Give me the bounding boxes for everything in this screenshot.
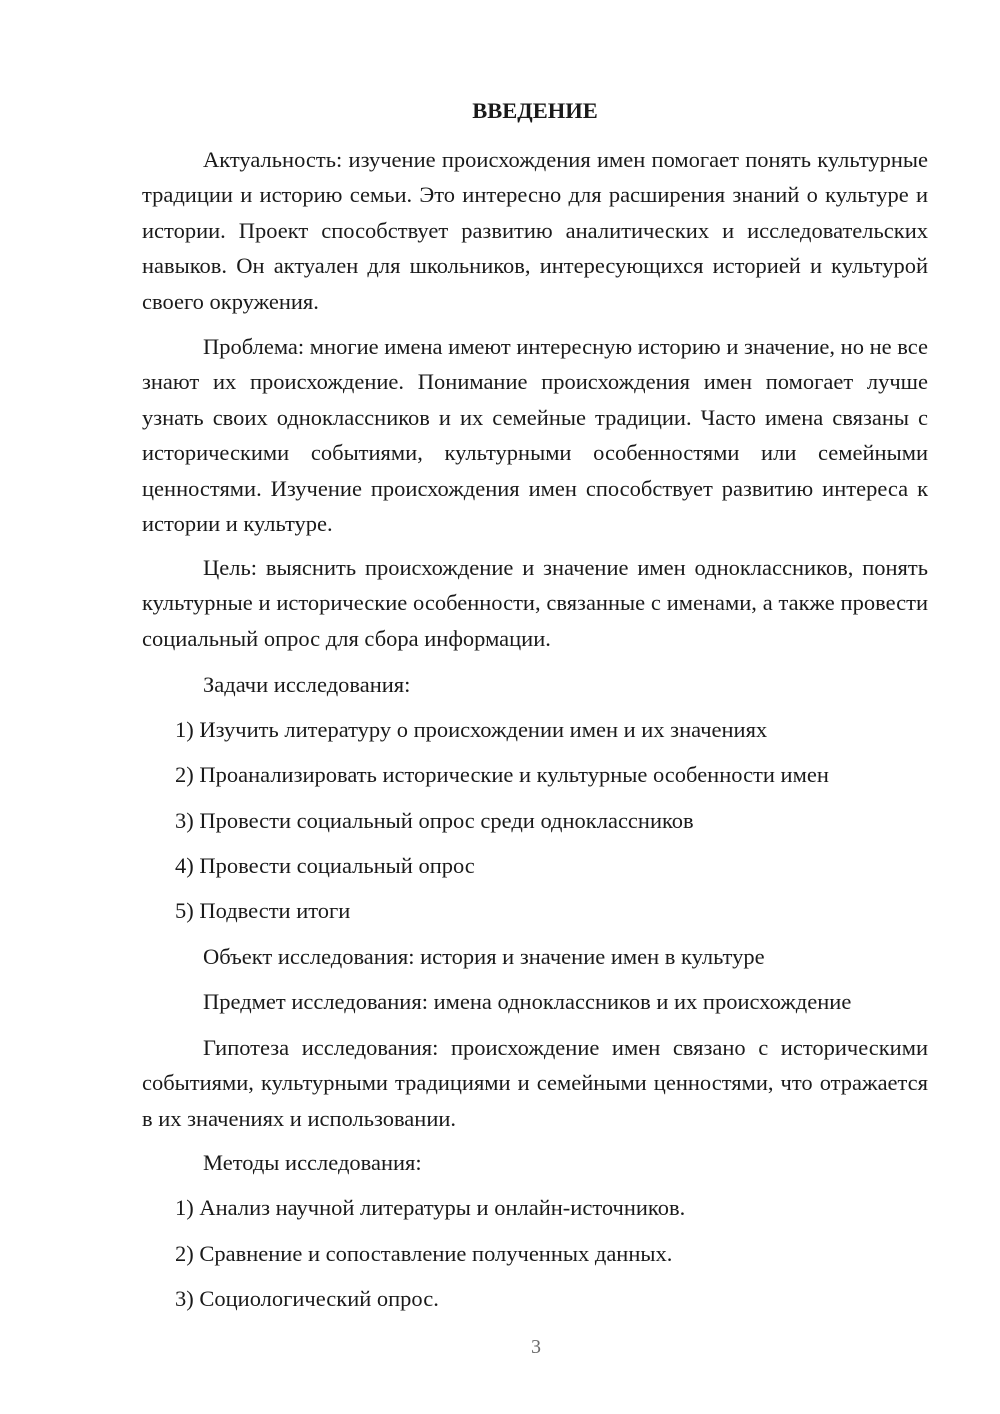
goal-paragraph: Цель: выяснить происхождение и значение имен одноклассников, понять культурные и исторические особенности, связанные с именами, а также провести социальный опрос для сбора информации. [142, 555, 928, 651]
task-item-4: 4) Провести социальный опрос [175, 853, 475, 878]
relevance-paragraph: Актуальность: изучение происхождения имен помогает понять культурные традиции и историю семьи. Это интересно для расширения знаний о культуре и истории. Проект способствует развитию аналитических и исследовательских навыков. Он актуален для школьников, интересующихся историей и культурой своего окружения. [142, 147, 928, 314]
problem-paragraph: Проблема: многие имена имеют интересную историю и значение, но не все знают их происхождение. Понимание происхождения имен помогает лучше узнать своих одноклассников и их семейные традиции. Часто имена связаны с историческими событиями, культурными особенностями или семейными ценностями. Изучение происхождения имен способствует развитию интереса к истории и культуре. [142, 334, 928, 537]
task-item-3: 3) Провести социальный опрос среди одноклассников [175, 808, 694, 833]
method-item-3: 3) Социологический опрос. [175, 1286, 439, 1311]
task-item-2: 2) Проанализировать исторические и культурные особенности имен [175, 762, 829, 787]
object-line: Объект исследования: история и значение имен в культуре [203, 944, 765, 969]
tasks-heading: Задачи исследования: [203, 672, 411, 697]
page-title: ВВЕДЕНИЕ [472, 98, 598, 123]
methods-heading: Методы исследования: [203, 1150, 422, 1175]
hypothesis-paragraph: Гипотеза исследования: происхождение имен связано с историческими событиями, культурными традициями и семейными ценностями, что отражается в их значениях и использовании. [142, 1035, 928, 1131]
method-item-1: 1) Анализ научной литературы и онлайн-источников. [175, 1195, 686, 1220]
task-item-1: 1) Изучить литературу о происхождении имен и их значениях [175, 717, 768, 742]
subject-line: Предмет исследования: имена одноклассников и их происхождение [203, 989, 852, 1014]
page-number: 3 [531, 1336, 541, 1358]
method-item-2: 2) Сравнение и сопоставление полученных данных. [175, 1241, 673, 1266]
task-item-5: 5) Подвести итоги [175, 898, 351, 923]
